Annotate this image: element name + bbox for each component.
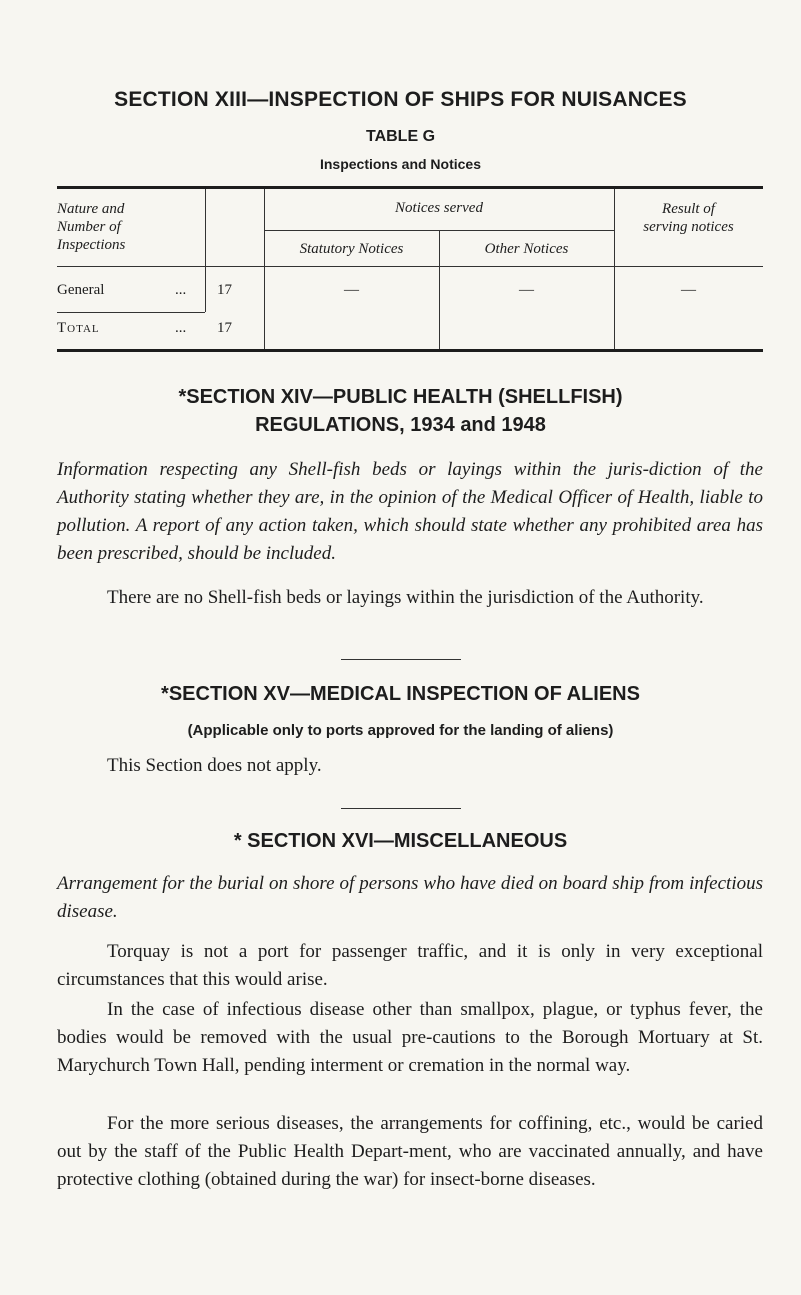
inspections-table: [57, 186, 763, 353]
header-result: Result of serving notices: [643, 201, 734, 235]
row-general-result: —: [681, 282, 696, 298]
section-15-title: *SECTION XV—MEDICAL INSPECTION OF ALIENS: [161, 683, 640, 705]
header-nature: Nature and Number of Inspections: [57, 201, 126, 253]
section-14-body: There are no Shell-fish beds or layings within the jurisdiction of the Authority.: [107, 587, 704, 608]
section-14-intro: Information respecting any Shell-fish beds or layings within the juris-diction of the Authority stating whether they are, in the opinion of the Medical Officer of Health, liable to pollution. A report of any action taken, which should state whether any prohibited area has been prescribed, should be included.: [57, 459, 763, 564]
section-16-intro: Arrangement for the burial on shore of persons who have died on board ship from infectious disease.: [57, 873, 763, 922]
section-15-body: This Section does not apply.: [107, 755, 322, 776]
table-divider: [205, 189, 206, 312]
row-general-statutory: —: [344, 282, 359, 298]
section-15-subtitle: (Applicable only to ports approved for the landing of aliens): [187, 722, 614, 739]
row-general-dots: ...: [175, 282, 187, 298]
header-notices-served: Notices served: [395, 200, 483, 216]
header-other-notices: Other Notices: [484, 241, 569, 257]
section-14-title-line2: REGULATIONS, 1934 and 1948: [255, 414, 546, 436]
table-subtitle: Inspections and Notices: [319, 156, 482, 172]
section-16-para3: For the more serious diseases, the arrangements for coffining, etc., would be caried out by the staff of the Public Health Depart-ment, who are vaccinated annually, and have protective clothing (obtained during the war) for insect-borne diseases.: [57, 1113, 763, 1190]
table-top-rule: [57, 186, 763, 189]
section-14-title-line1: *SECTION XIV—PUBLIC HEALTH (SHELLFISH): [178, 386, 623, 408]
table-title: TABLE G: [365, 128, 436, 145]
section-16-title: * SECTION XVI—MISCELLANEOUS: [233, 830, 568, 852]
separator-rule: [341, 659, 461, 660]
table-row-rule: [57, 312, 205, 313]
section-16-para1: Torquay is not a port for passenger traffic, and it is only in very exceptional circumstances that this would arise.: [57, 941, 763, 990]
header-statutory-notices: Statutory Notices: [299, 241, 404, 257]
row-total-count: 17: [217, 320, 232, 336]
row-general-label: General: [57, 282, 105, 298]
table-header-rule: [57, 266, 763, 267]
row-general-count: 17: [217, 282, 232, 298]
row-total-dots: ...: [175, 320, 187, 336]
table-subheader-rule: [264, 230, 614, 231]
table-bottom-rule: [57, 349, 763, 352]
section-13-title: SECTION XIII—INSPECTION OF SHIPS FOR NUISANCES: [114, 88, 687, 111]
separator-rule: [341, 808, 461, 809]
row-total-label: Total: [57, 320, 100, 336]
row-general-other: —: [519, 282, 534, 298]
section-16-para2: In the case of infectious disease other than smallpox, plague, or typhus fever, the bodies would be removed with the usual pre-cautions to the Borough Mortuary at St. Marychurch Town Hall, pending interment or cremation in the normal way.: [57, 999, 763, 1076]
